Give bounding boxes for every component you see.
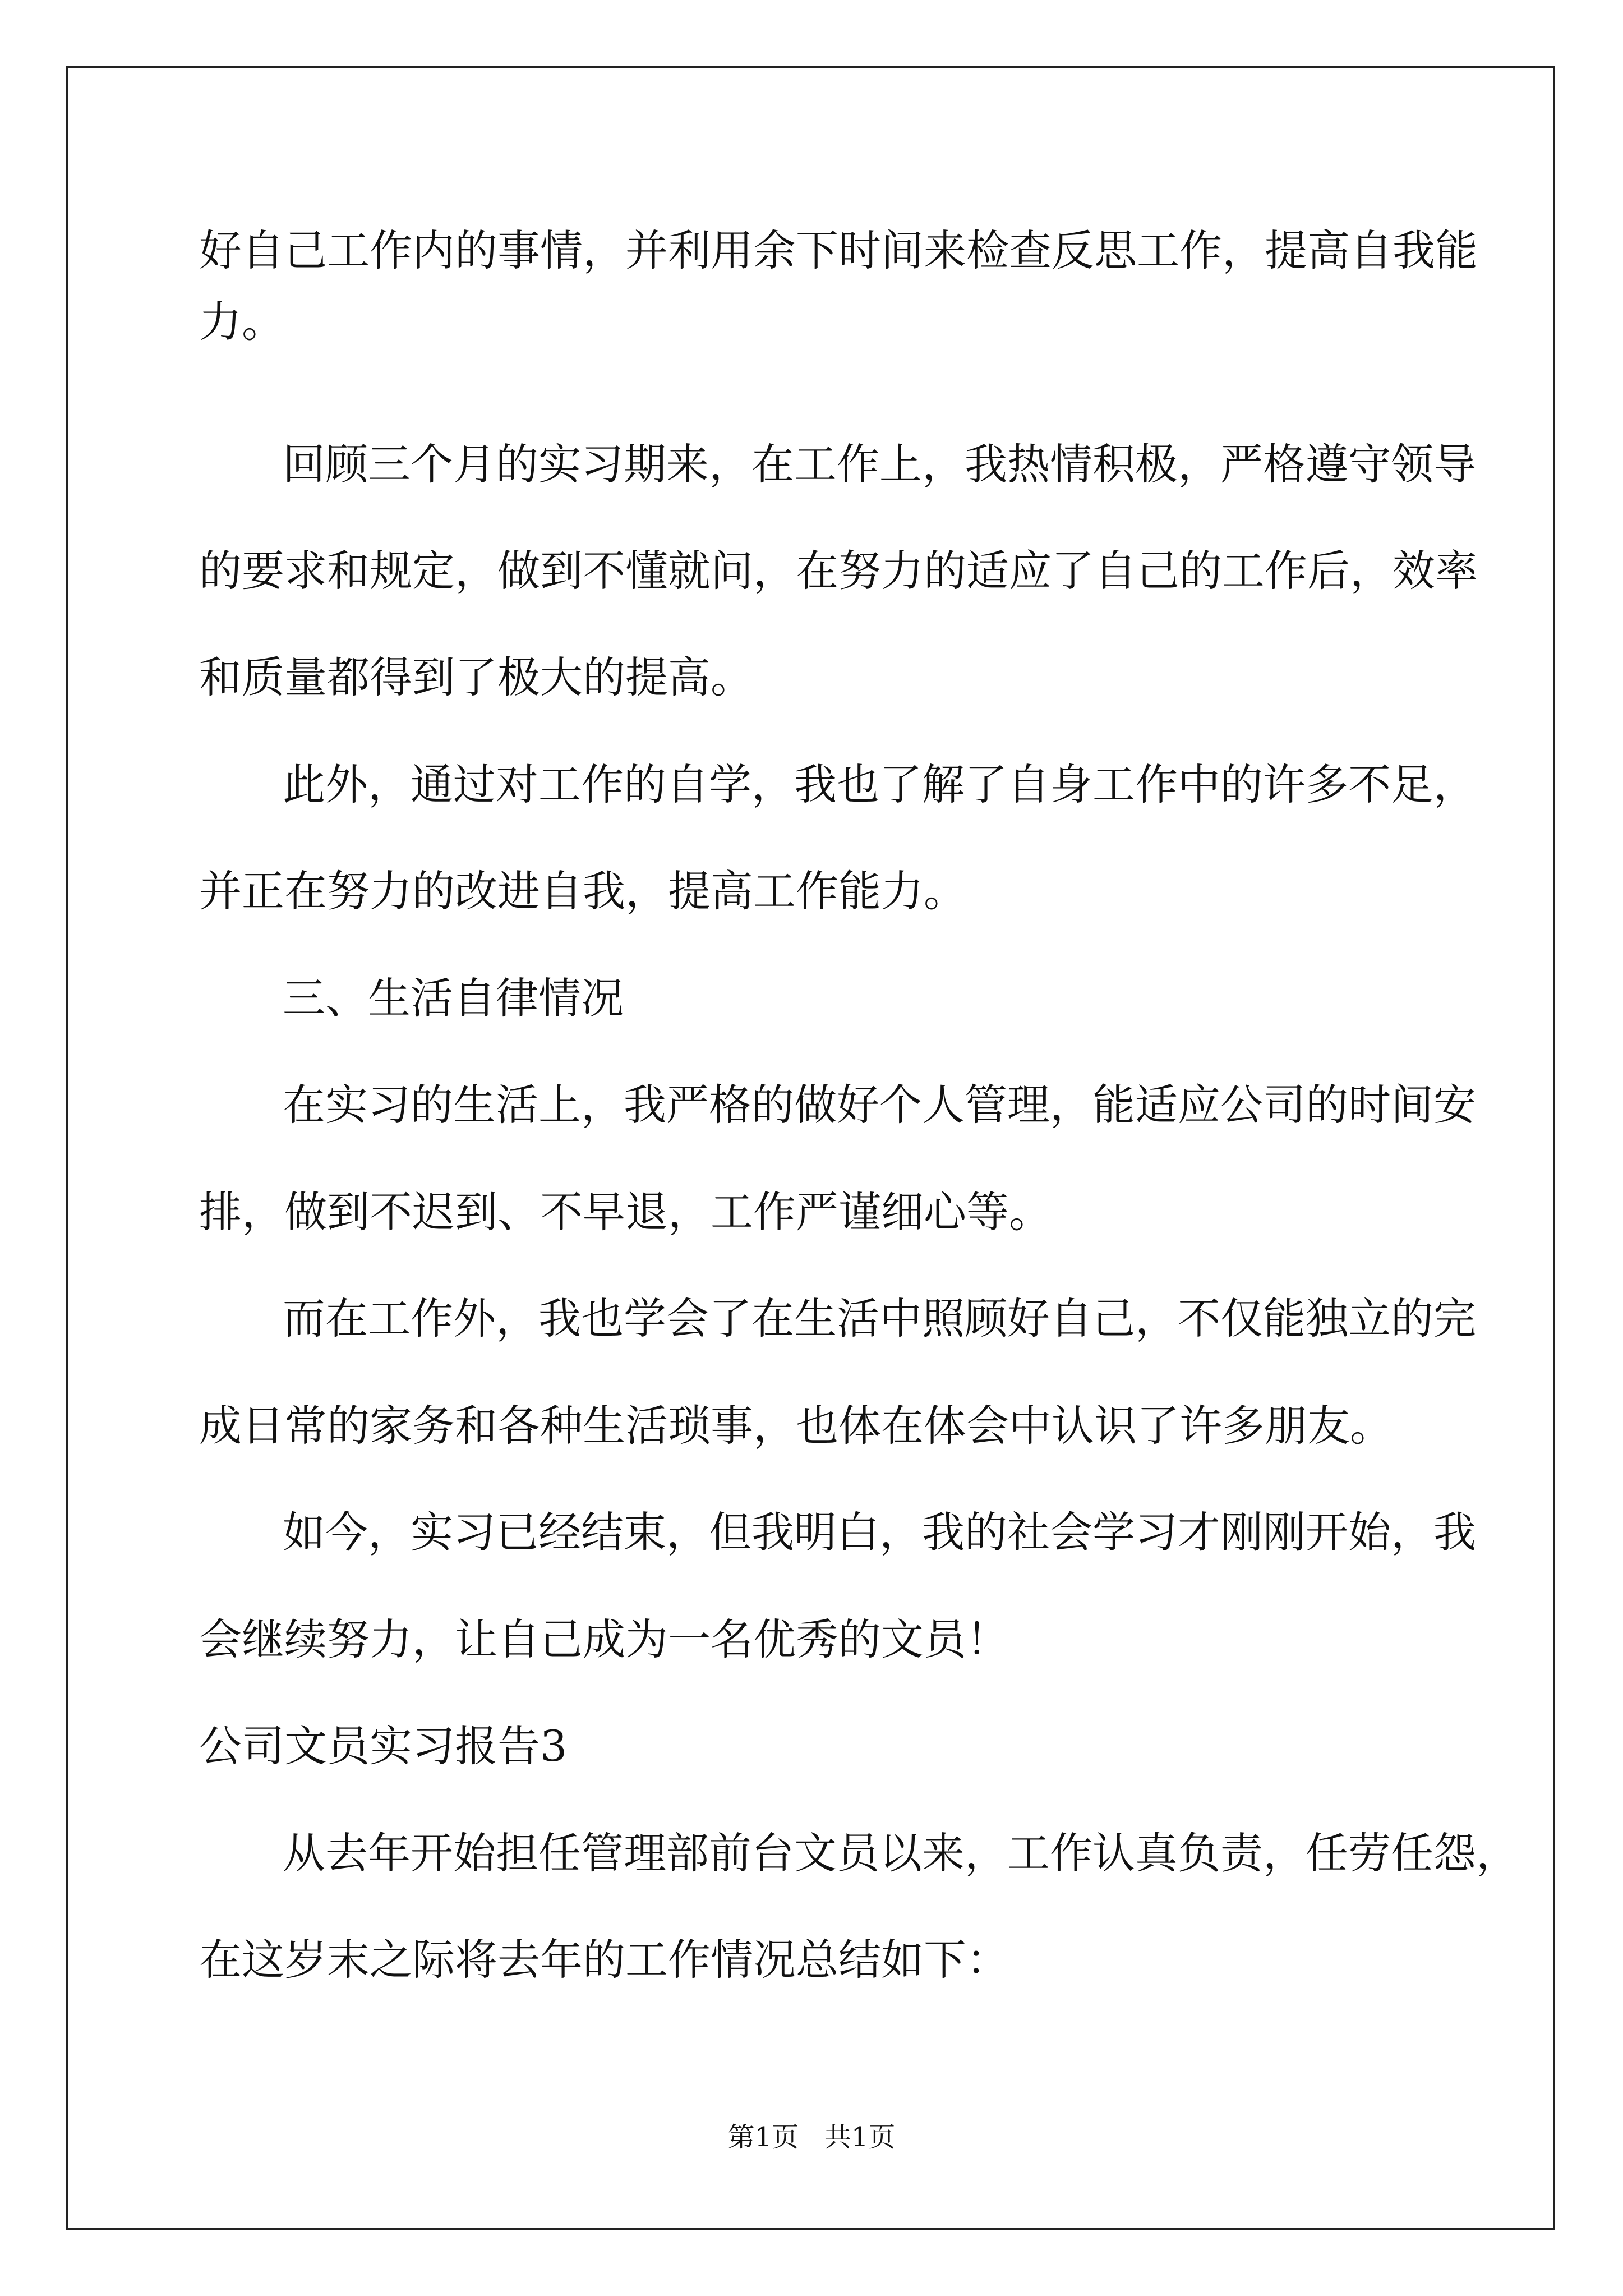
- text-line: 和质量都得到了极大的提高。: [199, 652, 753, 702]
- text-line: 并正在努力的改进自我，提高工作能力。: [199, 866, 966, 916]
- report-title: 公司文员实习报告3: [199, 1721, 568, 1771]
- text-line: 回顾三个月的实习期来，在工作上，我热情积极，严格遵守领导: [283, 439, 1476, 489]
- text-line: 而在工作外，我也学会了在生活中照顾好自己，不仅能独立的完: [283, 1294, 1476, 1343]
- text-line: 如今，实习已经结束，但我明白，我的社会学习才刚刚开始，我: [283, 1507, 1476, 1557]
- section-heading: 三、生活自律情况: [283, 973, 624, 1023]
- text-line: 会继续努力，让自己成为一名优秀的文员！: [199, 1614, 1009, 1664]
- text-line: 好自己工作内的事情，并利用余下时间来检查反思工作，提高自我能: [199, 226, 1478, 275]
- text-line: 从去年开始担任管理部前台文员以来，工作认真负责，任劳任怨，: [283, 1828, 1519, 1878]
- text-line: 在实习的生活上，我严格的做好个人管理，能适应公司的时间安: [283, 1080, 1476, 1130]
- page-number-footer: 第1页 共1页: [727, 2122, 896, 2153]
- text-line: 成日常的家务和各种生活琐事，也体在体会中认识了许多朋友。: [199, 1401, 1393, 1451]
- page-frame: [66, 66, 1555, 2230]
- text-line: 此外，通过对工作的自学，我也了解了自身工作中的许多不足，: [283, 760, 1476, 809]
- text-line: 的要求和规定，做到不懂就问，在努力的适应了自己的工作后，效率: [199, 546, 1478, 596]
- text-line: 在这岁末之际将去年的工作情况总结如下：: [199, 1935, 1009, 1985]
- text-line: 排，做到不迟到、不早退，工作严谨细心等。: [199, 1187, 1052, 1237]
- text-line: 力。: [199, 297, 284, 347]
